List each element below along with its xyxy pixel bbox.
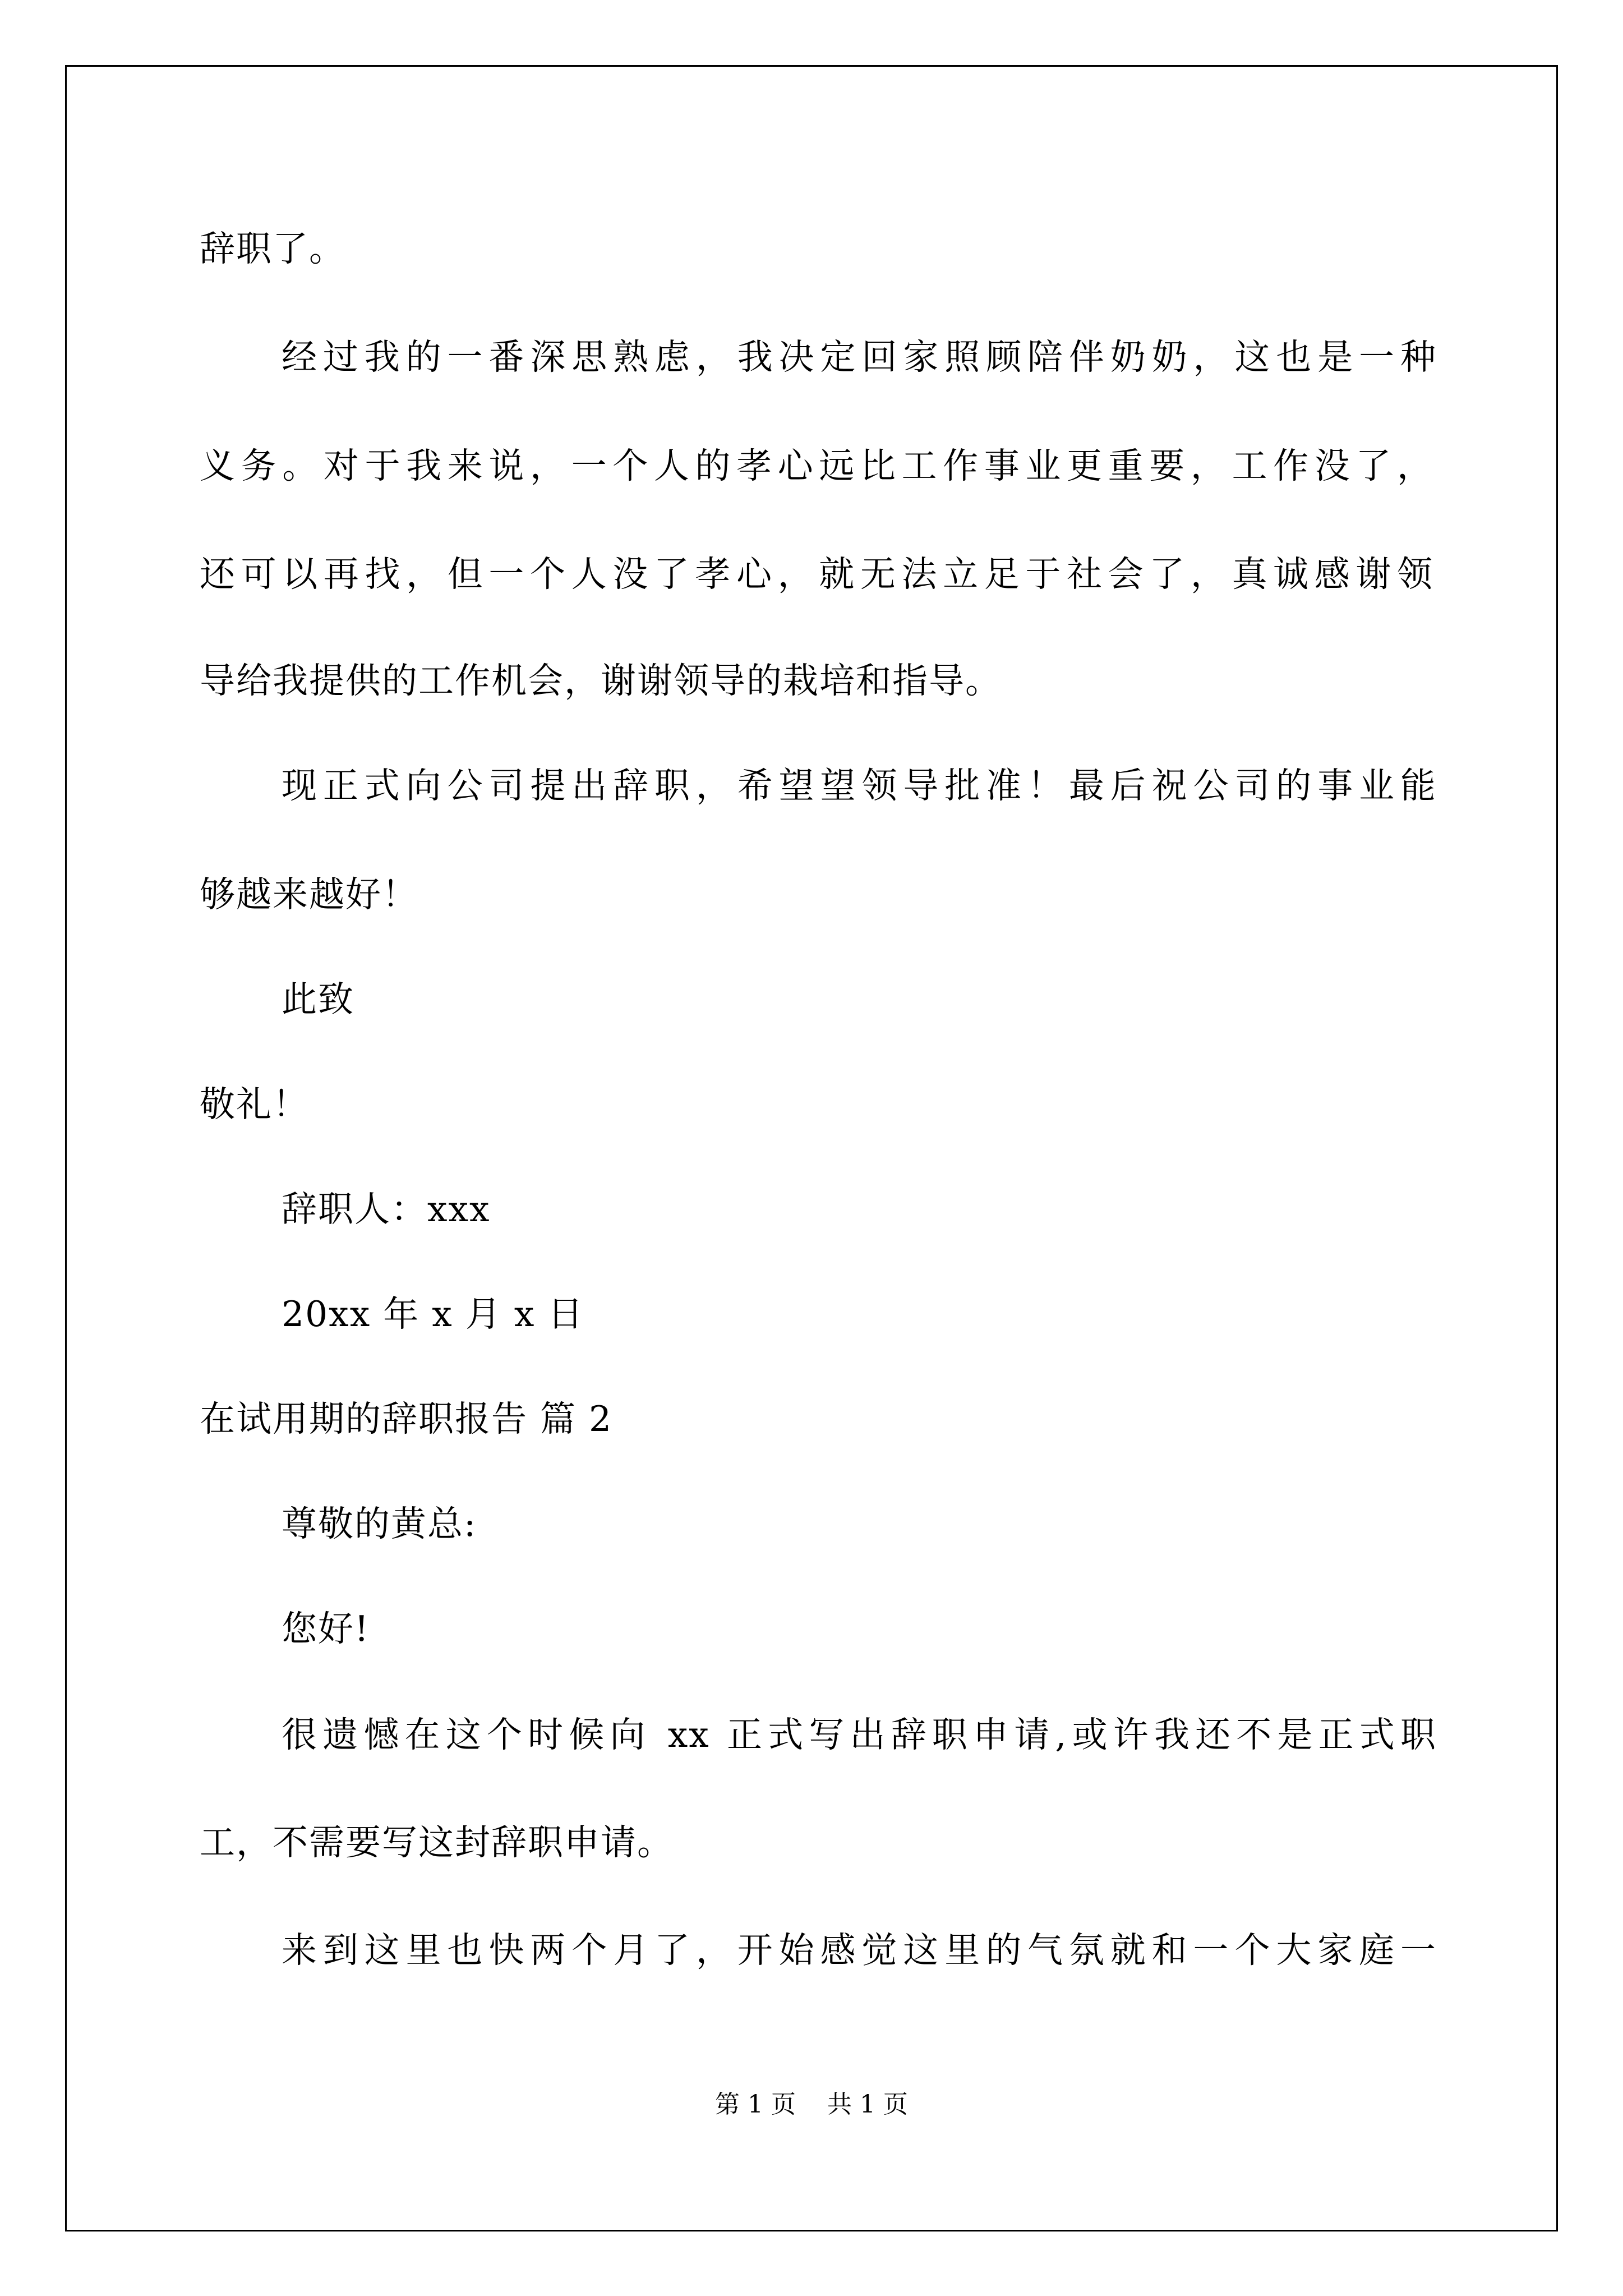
text-line: 经过我的一番深思熟虑，我决定回家照顾陪伴奶奶，这也是一种 [282,337,1437,378]
text-line: 此致 [282,979,354,1020]
text-line: 现正式向公司提出辞职，希望望领导批准！最后祝公司的事业能 [282,765,1437,806]
text-line: 来到这里也快两个月了，开始感觉这里的气氛就和一个大家庭一 [282,1930,1437,1971]
text-line: 20xx 年 x 月 x 日 [282,1294,584,1335]
text-line: 导给我提供的工作机会，谢谢领导的栽培和指导。 [200,660,1002,701]
text-line: 您好! [282,1608,370,1649]
text-line: 辞职人：xxx [282,1189,491,1230]
text-line: 很遗憾在这个时候向 xx 正式写出辞职申请,或许我还不是正式职 [282,1714,1437,1755]
section-heading: 在试用期的辞职报告 篇 2 [200,1398,613,1439]
text-line: 尊敬的黄总: [282,1503,477,1544]
text-line: 工，不需要写这封辞职申请。 [200,1822,674,1863]
text-line: 够越来越好！ [200,874,418,915]
page-footer: 第 1 页 共 1 页 [715,2090,908,2119]
text-line: 敬礼！ [200,1084,309,1125]
text-line: 辞职了。 [200,228,345,269]
page-border [65,65,1558,2231]
text-line: 还可以再找，但一个人没了孝心，就无法立足于社会了，真诚感谢领 [200,554,1433,595]
text-line: 义务。对于我来说，一个人的孝心远比工作事业更重要，工作没了， [200,445,1433,486]
